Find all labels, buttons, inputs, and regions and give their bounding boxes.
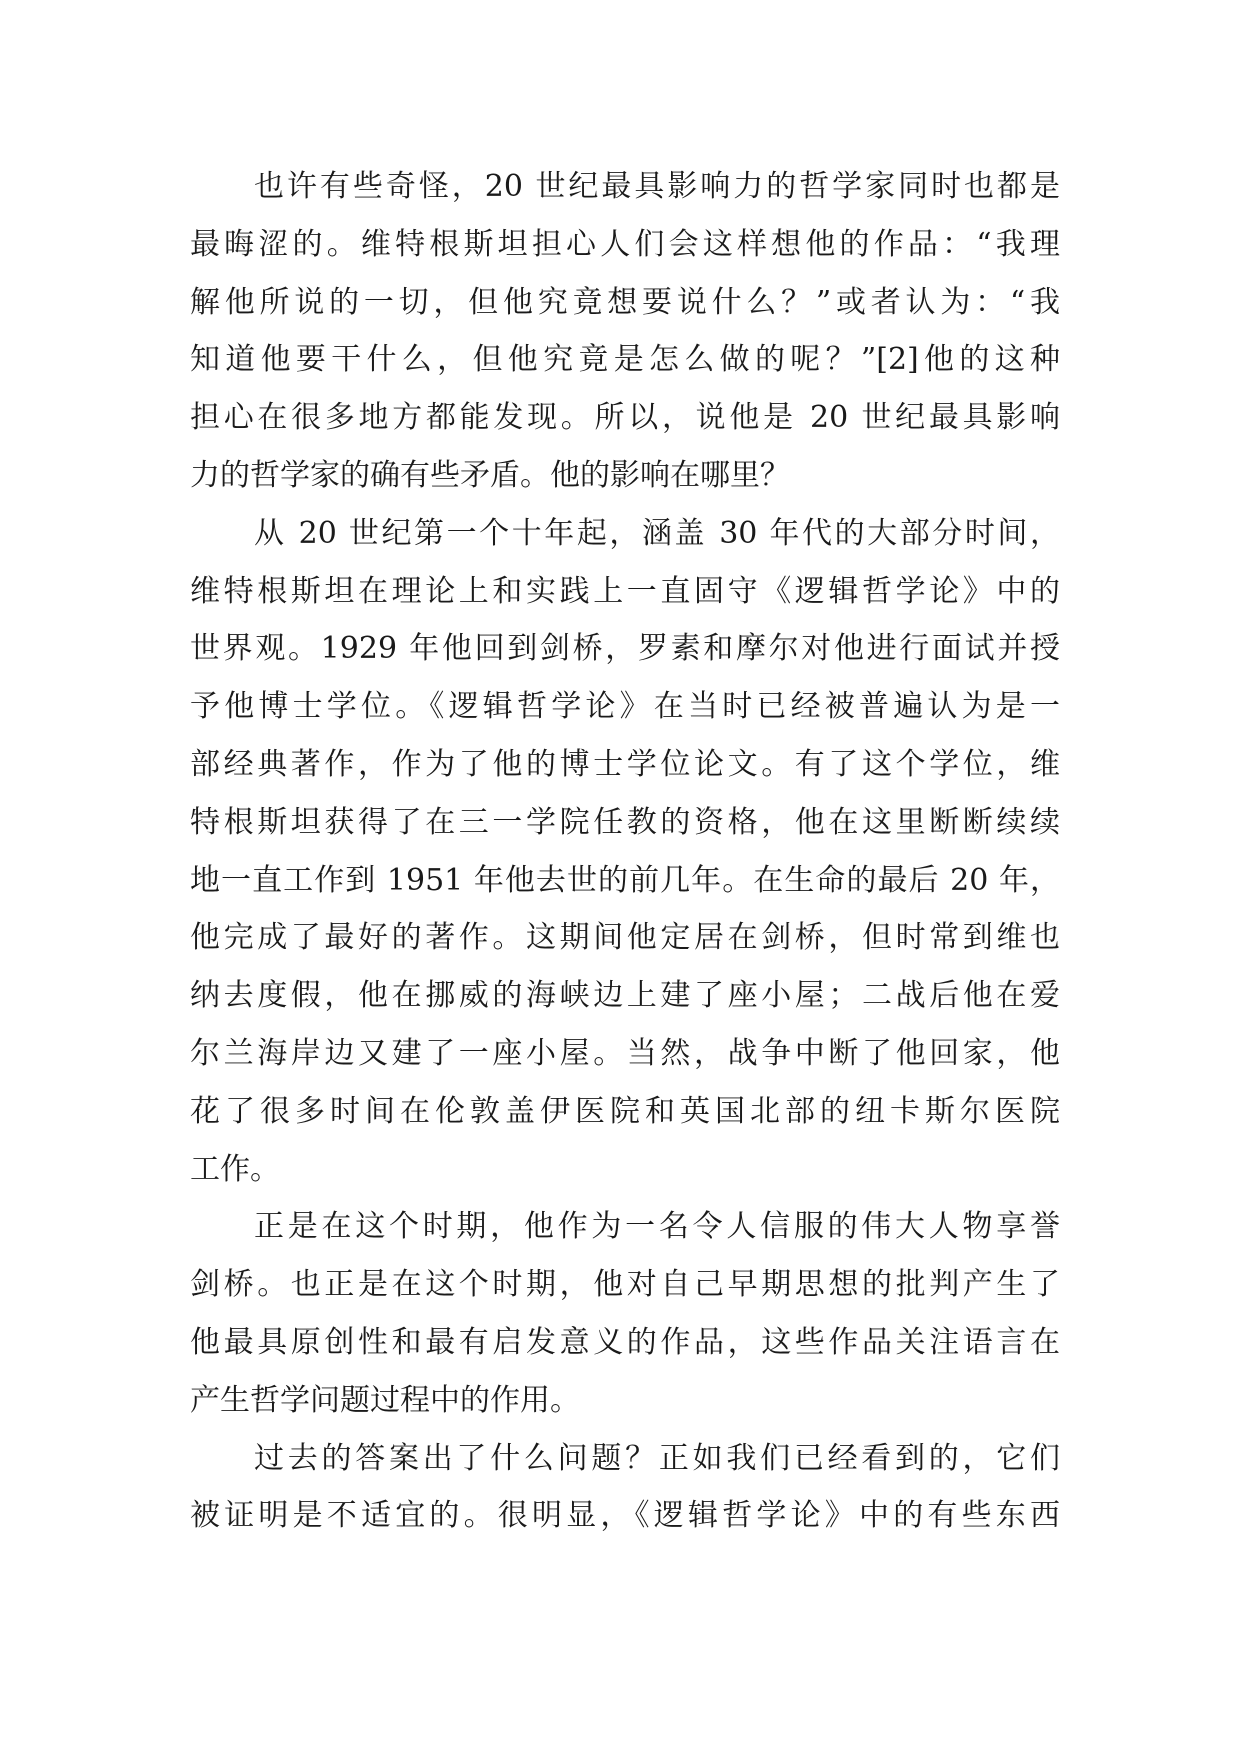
text-line: 产生哲学问题过程中的作用。 (190, 1382, 580, 1418)
text-line: 他完成了最好的著作。这期间他定居在剑桥，但时常到维也 (190, 920, 1060, 956)
text-line: 予他博士学位。《逻辑哲学论》在当时已经被普遍认为是一 (190, 689, 1060, 725)
text-line: 他最具原创性和最有启发意义的作品，这些作品关注语言在 (190, 1324, 1060, 1360)
text-line: 力的哲学家的确有些矛盾。他的影响在哪里？ (190, 457, 790, 493)
text-line: 世界观。1929 年他回到剑桥，罗素和摩尔对他进行面试并授 (190, 631, 1060, 667)
text-line: 过去的答案出了什么问题？正如我们已经看到的，它们 (254, 1440, 1060, 1476)
text-line: 正是在这个时期，他作为一名令人信服的伟大人物享誉 (254, 1209, 1060, 1245)
text-line: 维特根斯坦在理论上和实践上一直固守《逻辑哲学论》中的 (190, 573, 1060, 609)
text-line: 纳去度假，他在挪威的海峡边上建了座小屋；二战后他在爱 (190, 978, 1060, 1014)
text-line: 剑桥。也正是在这个时期，他对自己早期思想的批判产生了 (190, 1267, 1060, 1303)
text-line: 地一直工作到 1951 年他去世的前几年。在生命的最后 20 年， (190, 862, 1060, 898)
text-line: 担心在很多地方都能发现。所以，说他是 20 世纪最具影响 (190, 400, 1060, 436)
text-line: 工作。 (190, 1151, 280, 1187)
text-line: 知道他要干什么，但他究竟是怎么做的呢？”[2]他的这种 (190, 342, 1060, 378)
body-text (190, 158, 1060, 1545)
text-line: 特根斯坦获得了在三一学院任教的资格，他在这里断断续续 (190, 804, 1060, 840)
text-line: 部经典著作，作为了他的博士学位论文。有了这个学位，维 (190, 746, 1060, 782)
text-line: 被证明是不适宜的。很明显，《逻辑哲学论》中的有些东西 (190, 1498, 1060, 1534)
text-line: 尔兰海岸边又建了一座小屋。当然，战争中断了他回家，他 (190, 1035, 1060, 1071)
text-line: 花了很多时间在伦敦盖伊医院和英国北部的纽卡斯尔医院 (190, 1093, 1060, 1129)
text-line: 最晦涩的。维特根斯坦担心人们会这样想他的作品：“我理 (190, 226, 1060, 262)
text-line: 解他所说的一切，但他究竟想要说什么？”或者认为：“我 (190, 284, 1060, 320)
text-line: 也许有些奇怪，20 世纪最具影响力的哲学家同时也都是 (254, 169, 1060, 204)
text-line: 从 20 世纪第一个十年起，涵盖 30 年代的大部分时间， (254, 515, 1060, 551)
